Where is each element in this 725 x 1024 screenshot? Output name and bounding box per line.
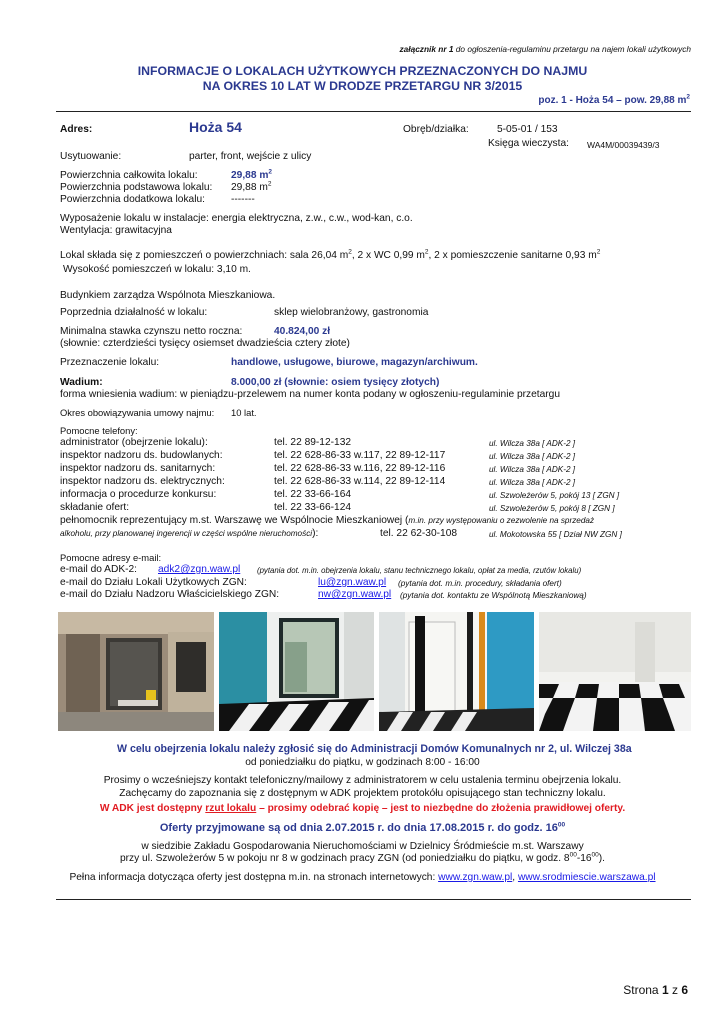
phone-number: tel. 22 628-86-33 w.116, 22 89-12-116 — [274, 463, 446, 474]
attachment-note-rest: do ogłoszenia-regulaminu przetargu na najem lokali użytkowych — [453, 44, 691, 54]
purpose-label: Przeznaczenie lokalu: — [60, 357, 160, 368]
kw-value: WA4M/00039439/3 — [587, 140, 660, 150]
proxy-close: ): — [312, 528, 319, 539]
area-extra-value: ------- — [231, 194, 255, 205]
previous-label: Poprzednia działalność w lokalu: — [60, 307, 208, 318]
proxy-note-2: alkoholu, przy planowanej ingerencji w części wspólne nieruchomości — [60, 529, 313, 538]
obreb-label: Obręb/działka: — [403, 124, 469, 135]
area-base-value — [231, 182, 271, 193]
proxy-addr: ul. Mokotowska 55 [ Dział NW ZGN ] — [489, 530, 622, 539]
equipment-line-2: Wentylacja: grawitacyjna — [60, 225, 172, 236]
location-value: parter, front, wejście z ulicy — [189, 151, 312, 162]
address-value: Hoża 54 — [189, 119, 242, 135]
phone-role: inspektor nadzoru ds. elektrycznych: — [60, 476, 225, 487]
proxy-line-1 — [60, 515, 594, 526]
proxy-note: m.in. przy występowaniu o zezwolenie na sprzedaż — [408, 516, 595, 525]
email-label-adk: e-mail do ADK-2: — [60, 564, 138, 575]
photo-interior-1 — [219, 612, 374, 731]
email-label-lu: e-mail do Działu Lokali Użytkowych ZGN: — [60, 577, 247, 588]
phone-number: tel. 22 33-66-164 — [274, 489, 352, 500]
web-text: Pełna informacja dotycząca oferty jest dostępna m.in. na stronach internetowych: — [69, 872, 439, 883]
web-sep: , — [512, 872, 518, 883]
phone-number: tel. 22 628-86-33 w.114, 22 89-12-114 — [274, 476, 446, 487]
rooms-height: Wysokość pomieszczeń w lokalu: 3,10 m. — [63, 264, 251, 275]
address-label: Adres: — [60, 124, 93, 135]
contact-line-1: Prosimy o wcześniejszy kontakt telefoniczny/mailowy z administratorem w celu ustalenia terminu obejrzenia lokalu. — [103, 775, 622, 786]
photo-bathroom — [379, 612, 534, 731]
seat-part-c: ). — [598, 853, 606, 864]
position-sup: 2 — [686, 93, 690, 101]
rent-value: 40.824,00 zł — [274, 326, 331, 337]
rooms-sup-3: 2 — [596, 248, 601, 256]
seat-line-2 — [0, 853, 725, 864]
attachment-note — [400, 44, 691, 54]
proxy-tel: tel. 22 62-30-108 — [380, 528, 458, 539]
area-total-sup: 2 — [268, 168, 273, 176]
contact-line-2: Zachęcamy do zapoznania się z dostępnym w ADK projektem protokółu opisującego stan techniczny lokalu. — [119, 788, 606, 799]
position-text: poz. 1 - Hoża 54 – pow. 29,88 m — [538, 95, 687, 106]
phone-number: tel. 22 89-12-132 — [274, 437, 352, 448]
seat-line-1: w siedzibie Zakładu Gospodarowania Nieruchomościami w Dzielnicy Śródmieście m.st. Warszawy — [141, 841, 584, 852]
offers-text: Oferty przyjmowane są od dnia 2.07.2015 r. do dnia 17.08.2015 r. do godz. 16 — [159, 822, 558, 834]
phone-role: informacja o procedurze konkursu: — [60, 489, 217, 500]
area-total-text: 29,88 m — [231, 170, 269, 181]
equipment-line-1: Wyposażenie lokalu w instalacje: energia elektryczna, z.w., c.w., wod-kan, c.o. — [60, 213, 413, 224]
deposit-form: forma wniesienia wadium: w pieniądzu-przelewem na numer konta podany w ogłoszeniu-regulaminie przetargu — [60, 389, 561, 400]
email-note-lu: (pytania dot. m.in. procedury, składania ofert) — [398, 579, 562, 588]
phone-role: inspektor nadzoru ds. budowlanych: — [60, 450, 223, 461]
seat-part-a: przy ul. Szwoleżerów 5 w pokoju nr 8 w godzinach pracy ZGN (od poniedziałku do piątku, w godz. 8 — [119, 853, 570, 864]
phone-role: składanie ofert: — [60, 502, 130, 513]
page-current: 1 — [661, 983, 669, 997]
phone-address: ul. Wilcza 38a [ ADK-2 ] — [489, 439, 576, 448]
rent-label: Minimalna stawka czynszu netto roczna: — [60, 326, 243, 337]
area-base-sup: 2 — [267, 180, 272, 188]
phone-address: ul. Szwoleżerów 5, pokój 8 [ ZGN ] — [489, 504, 615, 513]
page-total: 6 — [681, 983, 688, 997]
adk-part-c: – prosimy odebrać kopię – jest to niezbędne do złożenia prawidłowej oferty. — [256, 803, 626, 814]
adk-line — [0, 803, 725, 814]
email-label-nw: e-mail do Działu Nadzoru Właścicielskiego ZGN: — [60, 589, 280, 600]
position-line — [538, 95, 690, 106]
header-rule — [56, 111, 691, 112]
rooms-sup-1: 2 — [348, 248, 352, 256]
phones-heading: Pomocne telefony: — [60, 425, 138, 436]
email-link-adk[interactable]: adk2@zgn.waw.pl — [158, 564, 241, 575]
rent-words: (słownie: czterdzieści tysięcy osiemset dwadzieścia cztery złote) — [60, 338, 350, 349]
title-line-2: NA OKRES 10 LAT W DRODZE PRZETARGU NR 3/2015 — [202, 79, 523, 93]
term-value: 10 lat. — [231, 407, 257, 418]
purpose-value: handlowe, usługowe, biurowe, magazyn/archiwum. — [231, 357, 478, 368]
email-note-nw: (pytania dot. kontaktu ze Wspólnotą Mieszkaniową) — [400, 591, 587, 600]
phone-address: ul. Wilcza 38a [ ADK-2 ] — [489, 465, 576, 474]
rooms-sup-2: 2 — [424, 248, 429, 256]
seat-part-b: -16 — [576, 853, 592, 864]
term-label: Okres obowiązywania umowy najmu: — [60, 407, 215, 418]
offers-line — [0, 822, 725, 834]
rooms-part-3: , 2 x pomieszczenie sanitarne 0,93 m — [428, 250, 597, 261]
area-total-value — [231, 170, 272, 181]
phone-role: inspektor nadzoru ds. sanitarnych: — [60, 463, 216, 474]
email-link-lu[interactable]: lu@zgn.waw.pl — [318, 577, 387, 588]
proxy-line-2 — [60, 528, 318, 539]
phone-address: ul. Wilcza 38a [ ADK-2 ] — [489, 452, 576, 461]
deposit-label: Wadium: — [60, 377, 103, 388]
photo-facade — [58, 612, 214, 731]
page-number — [623, 983, 688, 997]
phone-address: ul. Szwoleżerów 5, pokój 13 [ ZGN ] — [489, 491, 620, 500]
page-strona: Strona — [623, 983, 662, 997]
adk-floorplan: rzut lokalu — [205, 803, 257, 814]
phone-address: ul. Wilcza 38a [ ADK-2 ] — [489, 478, 576, 487]
area-base-text: 29,88 m — [231, 182, 268, 193]
emails-heading: Pomocne adresy e-mail: — [60, 552, 162, 563]
photo-interior-2 — [539, 612, 691, 731]
area-extra-label: Powierzchnia dodatkowa lokalu: — [60, 194, 205, 205]
location-label: Usytuowanie: — [60, 151, 122, 162]
management-line: Budynkiem zarządza Wspólnota Mieszkaniowa. — [60, 290, 276, 301]
visit-line: W celu obejrzenia lokalu należy zgłosić się do Administracji Domów Komunalnych nr 2, ul. Wilczej 38a — [117, 743, 632, 755]
obreb-value: 5-05-01 / 153 — [497, 124, 558, 135]
area-total-label: Powierzchnia całkowita lokalu: — [60, 170, 198, 181]
rooms-part-1: Lokal składa się z pomieszczeń o powierzchniach: sala 26,04 m — [60, 250, 349, 261]
phone-number: tel. 22 33-66-124 — [274, 502, 352, 513]
deposit-value: 8.000,00 zł (słownie: osiem tysięcy złotych) — [231, 377, 440, 388]
footer-rule — [56, 899, 691, 900]
rooms-line — [60, 250, 600, 261]
web-link-zgn[interactable]: www.zgn.waw.pl — [438, 872, 513, 883]
title-line-1: INFORMACJE O LOKALACH UŻYTKOWYCH PRZEZNACZONYCH DO NAJMU — [137, 64, 588, 78]
proxy-main: pełnomocnik reprezentujący m.st. Warszawę we Wspólnocie Mieszkaniowej ( — [60, 515, 409, 526]
web-line — [0, 872, 725, 883]
kw-label: Księga wieczysta: — [488, 138, 569, 149]
email-note-adk: (pytania dot. m.in. obejrzenia lokalu, stanu technicznego lokalu, opłat za media, rzutów lokalu) — [257, 566, 582, 575]
seat-sup-2: 00 — [591, 851, 599, 859]
seat-sup-1: 00 — [569, 851, 577, 859]
attachment-note-bold: załącznik nr 1 — [399, 44, 454, 54]
web-link-srodmiescie[interactable]: www.srodmiescie.warszawa.pl — [517, 872, 656, 883]
offers-sup: 00 — [557, 821, 566, 829]
phone-number: tel. 22 628-86-33 w.117, 22 89-12-117 — [274, 450, 446, 461]
page-z: z — [668, 983, 682, 997]
adk-part-a: W ADK jest dostępny — [99, 803, 206, 814]
visit-hours: od poniedziałku do piątku, w godzinach 8:00 - 16:00 — [245, 757, 480, 768]
rooms-part-2: , 2 x WC 0,99 m — [351, 250, 425, 261]
email-link-nw[interactable]: nw@zgn.waw.pl — [318, 589, 392, 600]
area-base-label: Powierzchnia podstawowa lokalu: — [60, 182, 213, 193]
previous-value: sklep wielobranżowy, gastronomia — [274, 307, 429, 318]
phone-role: administrator (obejrzenie lokalu): — [60, 437, 208, 448]
